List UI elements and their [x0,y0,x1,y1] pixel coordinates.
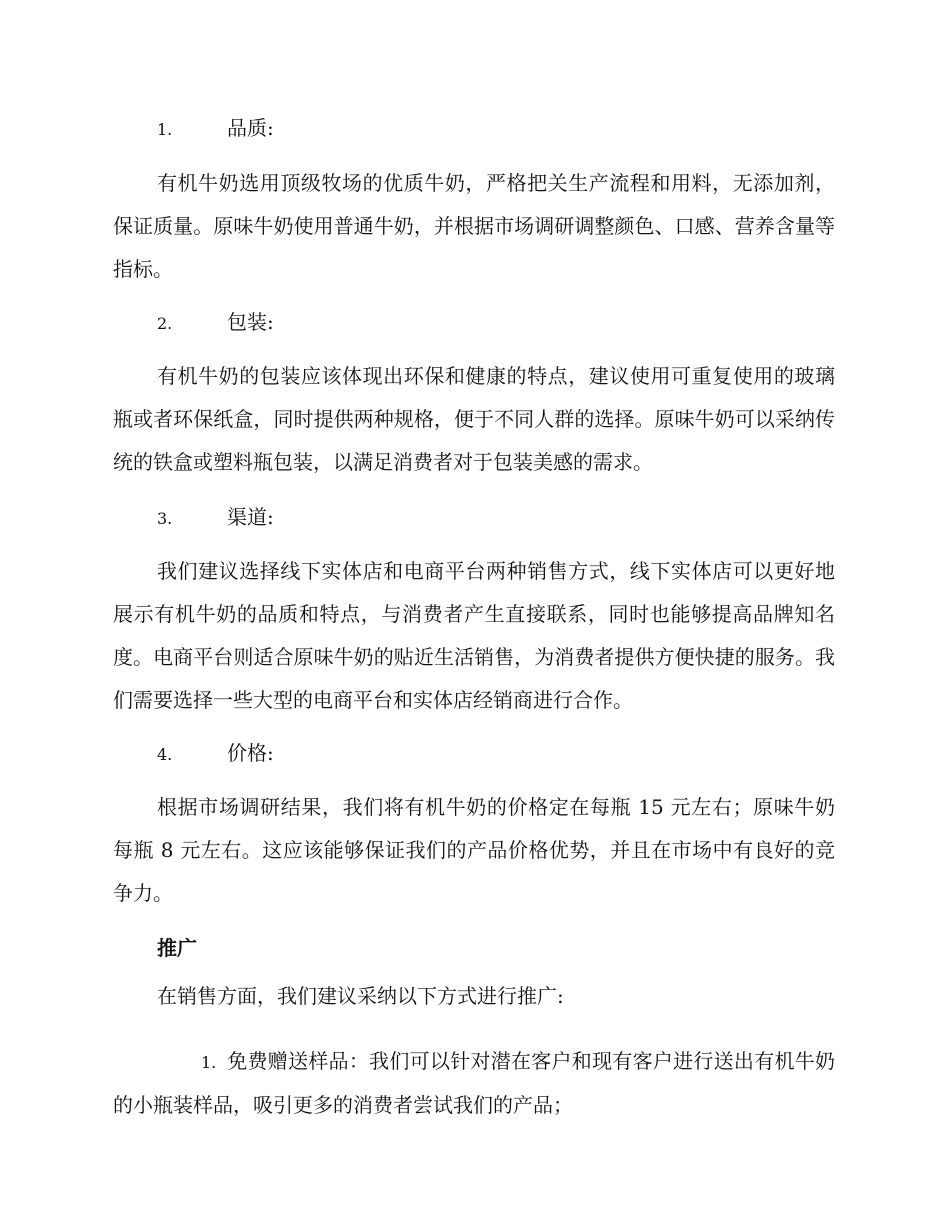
item-3-body: 我们建议选择线下实体店和电商平台两种销售方式，线下实体店可以更好地展示有机牛奶的品质和特点，与消费者产生直接联系，同时也能够提高品牌知名度。电商平台则适合原味牛奶的贴近生活销售，为消费者提供方便快捷的服务。我们需要选择一些大型的电商平台和实体店经销商进行合作。 [113,559,835,712]
item-4-title: 价格: [227,741,274,765]
item-2-heading [157,308,274,338]
item-1-number: 1. [157,120,173,139]
promotion-item-1-number: 1. [201,1053,217,1072]
item-1-heading [157,114,274,144]
item-4-body: 根据市场调研结果，我们将有机牛奶的价格定在每瓶 15 元左右；原味牛奶每瓶 8 元左右。这应该能够保证我们的产品价格优势，并且在市场中有良好的竞争力。 [113,795,835,905]
promotion-section-title: 推广 [157,936,197,960]
item-2-title: 包装: [227,310,274,334]
promotion-intro: 在销售方面，我们建议采纳以下方式进行推广: [157,984,564,1008]
item-4-heading [157,739,274,769]
item-2-body: 有机牛奶的包装应该体现出环保和健康的特点，建议使用可重复使用的玻璃瓶或者环保纸盒，同时提供两种规格，便于不同人群的选择。原味牛奶可以采纳传统的铁盒或塑料瓶包装，以满足消费者对于包装美感的需求。 [113,364,835,474]
promotion-item-1 [113,1040,835,1127]
item-2-number: 2. [157,314,173,333]
item-1-body: 有机牛奶选用顶级牧场的优质牛奶，严格把关生产流程和用料，无添加剂，保证质量。原味牛奶使用普通牛奶，并根据市场调研调整颜色、口感、营养含量等指标。 [113,171,835,281]
item-3-number: 3. [157,509,173,528]
promotion-item-1-text: 免费赠送样品：我们可以针对潜在客户和现有客户进行送出有机牛奶的小瓶装样品，吸引更多的消费者尝试我们的产品； [113,1049,835,1117]
item-1-title: 品质: [227,116,274,140]
item-4-number: 4. [157,745,173,764]
item-3-title: 渠道: [227,505,274,529]
item-3-heading [157,503,274,533]
